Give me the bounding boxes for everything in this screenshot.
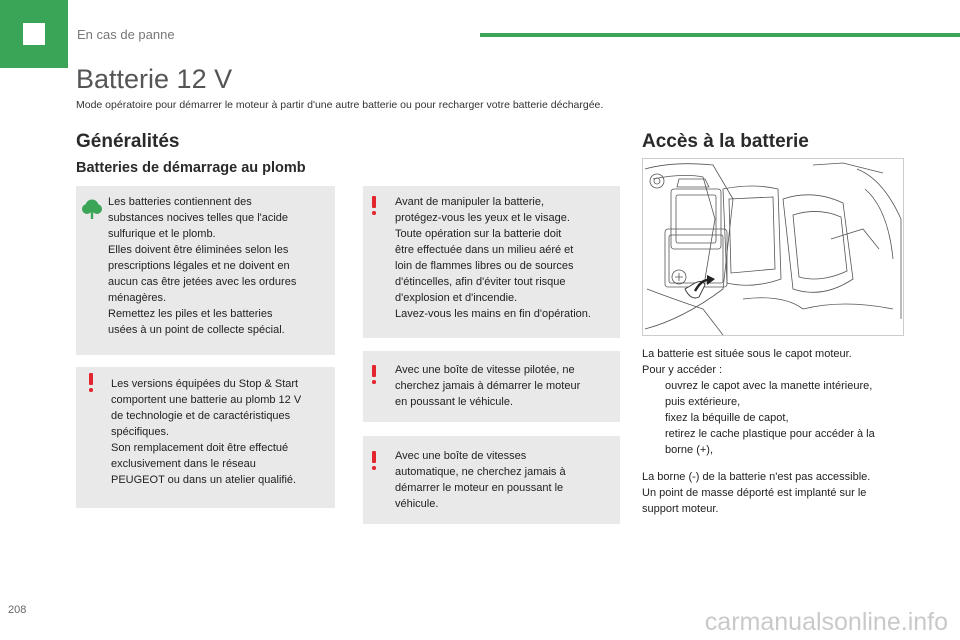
text-line: d'étincelles, afin d'éviter tout risque xyxy=(395,276,566,288)
text-line: Les batteries contiennent des xyxy=(108,196,252,208)
text-line: être effectuée dans un milieu aéré et xyxy=(395,244,574,256)
text-line: en poussant le véhicule. xyxy=(395,396,514,408)
warning-icon xyxy=(371,451,377,471)
text-line: cherchez jamais à démarrer le moteur xyxy=(395,380,581,392)
text-line: Remettez les piles et les batteries xyxy=(108,308,273,320)
watermark: carmanualsonline.info xyxy=(704,608,948,636)
eco-info-text xyxy=(108,194,296,338)
engine-bay-drawing xyxy=(643,159,904,336)
text-line: Avec une boîte de vitesse pilotée, ne xyxy=(395,364,575,376)
text-line: comportent une batterie au plomb 12 V xyxy=(111,394,302,406)
text-line: Avant de manipuler la batterie, xyxy=(395,196,544,208)
auto-gearbox-warning-box xyxy=(363,436,620,524)
text-line: démarrer le moteur en poussant le xyxy=(395,482,564,494)
text-line: fixez la béquille de capot, xyxy=(665,412,789,424)
list-item xyxy=(642,410,912,426)
text-line: automatique, ne cherchez jamais à xyxy=(395,466,566,478)
header-rule xyxy=(480,33,960,37)
text-line: support moteur. xyxy=(642,503,719,515)
list-item-text xyxy=(665,378,905,410)
text-line: usées à un point de collecte spécial. xyxy=(108,324,285,336)
text-line: PEUGEOT ou dans un atelier qualifié. xyxy=(111,474,297,486)
text-line: Pour y accéder : xyxy=(642,364,723,376)
auto-gearbox-warning-text xyxy=(395,448,566,512)
text-line: Toute opération sur la batterie doit xyxy=(395,228,562,240)
eco-info-box xyxy=(76,186,335,355)
text-line: véhicule. xyxy=(395,498,439,510)
text-line: La borne (-) de la batterie n'est pas accessible. xyxy=(642,471,871,483)
page-title: Batterie 12 V xyxy=(76,64,233,94)
warning-icon xyxy=(371,365,377,385)
section-label: En cas de panne xyxy=(77,27,175,42)
intro-text: Mode opératoire pour démarrer le moteur à partir d'une autre batterie ou pour recharger votre batterie déchargée. xyxy=(76,99,604,111)
heading-battery-access: Accès à la batterie xyxy=(642,131,809,152)
tree-icon xyxy=(81,198,103,220)
text-line: Elles doivent être éliminées selon les xyxy=(108,244,289,256)
text-line: exclusivement dans le réseau xyxy=(111,458,256,470)
text-line: Lavez-vous les mains en fin d'opération. xyxy=(395,308,591,320)
handling-warning-text xyxy=(395,194,591,322)
text-line: aucun cas être jetées avec les ordures xyxy=(108,276,297,288)
engine-bay-illustration xyxy=(642,158,904,336)
chapter-tab-square xyxy=(23,23,45,45)
piloted-gearbox-warning-text xyxy=(395,362,580,410)
text-line: sulfurique et le plomb. xyxy=(108,228,216,240)
text-line: d'explosion et d'incendie. xyxy=(395,292,518,304)
text-line: puis extérieure, xyxy=(665,396,741,408)
stopstart-warning-text xyxy=(111,376,301,488)
text-line: spécifiques. xyxy=(111,426,170,438)
ground-point-note xyxy=(642,469,870,517)
list-item-text xyxy=(665,426,905,458)
subheading-lead-batteries: Batteries de démarrage au plomb xyxy=(76,160,306,176)
warning-icon xyxy=(88,373,94,393)
text-line: ouvrez le capot avec la manette intérieure, xyxy=(665,380,873,392)
chapter-tab xyxy=(0,0,68,68)
text-line: La batterie est située sous le capot moteur. xyxy=(642,348,852,360)
text-line: Un point de masse déporté est implanté sur le xyxy=(642,487,867,499)
piloted-gearbox-warning-box xyxy=(363,351,620,422)
heading-generalites: Généralités xyxy=(76,131,180,152)
text-line: protégez-vous les yeux et le visage. xyxy=(395,212,570,224)
text-line: loin de flammes libres ou de sources xyxy=(395,260,574,272)
access-intro xyxy=(642,346,852,378)
list-item xyxy=(642,426,912,458)
text-line: Les versions équipées du Stop & Start xyxy=(111,378,299,390)
text-line: retirez le cache plastique pour accéder à la xyxy=(665,428,875,440)
stopstart-warning-box xyxy=(76,367,335,508)
list-item-text xyxy=(665,410,905,426)
list-item xyxy=(642,378,912,410)
text-line: substances nocives telles que l'acide xyxy=(108,212,289,224)
text-line: Avec une boîte de vitesses xyxy=(395,450,527,462)
text-line: prescriptions légales et ne doivent en xyxy=(108,260,290,272)
text-line: de technologie et de caractéristiques xyxy=(111,410,291,422)
text-line: Son remplacement doit être effectué xyxy=(111,442,289,454)
page-number: 208 xyxy=(8,604,27,616)
text-line: borne (+), xyxy=(665,444,713,456)
warning-icon xyxy=(371,196,377,216)
handling-warning-box xyxy=(363,186,620,338)
text-line: ménagères. xyxy=(108,292,167,304)
